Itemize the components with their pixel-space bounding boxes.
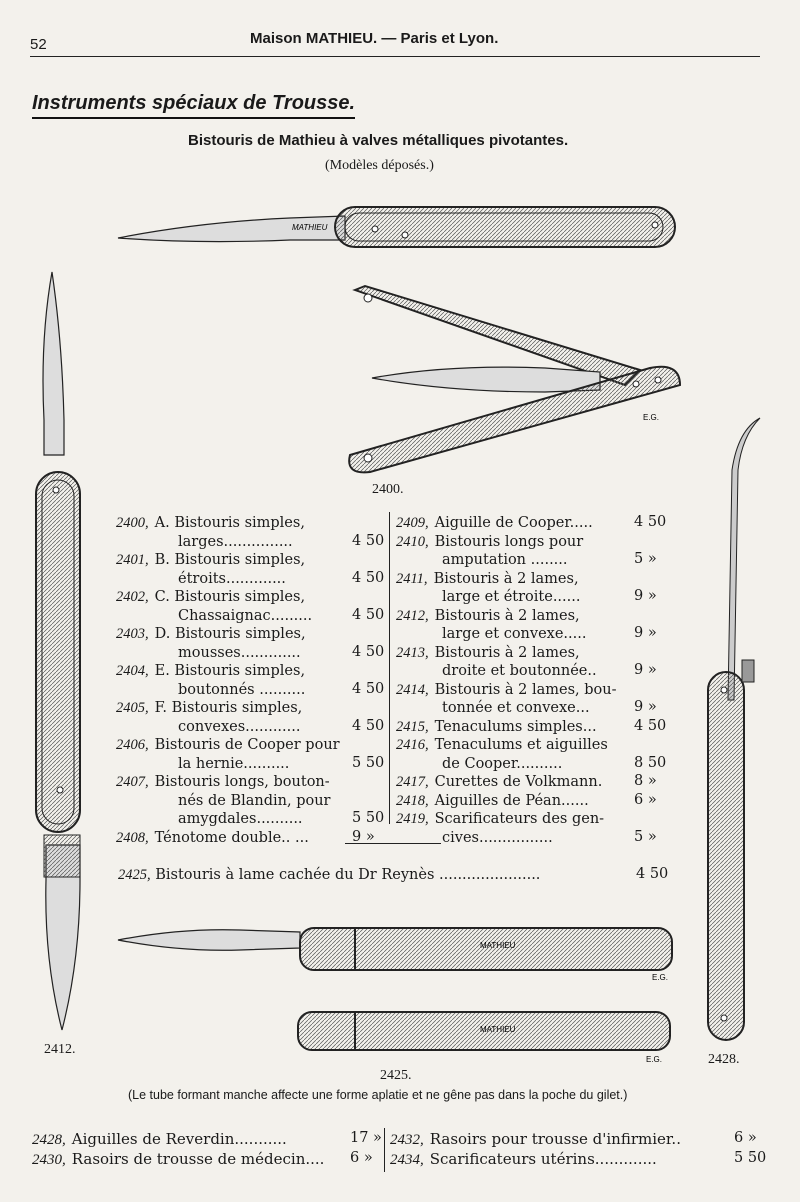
item-number: 2418, [396, 792, 429, 809]
item-text: Bistouris à 2 lames, [433, 570, 579, 587]
item-price: 5 50 [352, 810, 385, 826]
list-line [396, 644, 580, 663]
bottom-column-divider [384, 1128, 385, 1172]
item-text: Tenaculums et aiguilles [434, 737, 608, 753]
list-line [116, 551, 305, 570]
reynes-item [118, 866, 540, 885]
item-price: 4 50 [352, 717, 385, 734]
item-number: 2407, [116, 774, 149, 790]
item-text: tonnée et convexe... [442, 700, 590, 716]
item-text: cives................ [442, 829, 553, 846]
engraver-mark-3: E.G. [646, 1055, 663, 1064]
item-number: 2434, [390, 1152, 424, 1168]
item-text: Tenaculums simples... [434, 718, 597, 735]
item-text: Curettes de Volkmann. [434, 774, 603, 790]
item-price: 9 » [634, 625, 657, 641]
item-text: Rasoirs de trousse de médecin.... [71, 1150, 325, 1168]
item-price: 17 » [350, 1130, 382, 1146]
item-price: 5 » [634, 551, 657, 567]
item-number: 2416, [396, 737, 429, 753]
section-subtitle: Bistouris de Mathieu à valves métalliques pivotantes. [188, 132, 569, 149]
list-line [442, 662, 597, 681]
item-price: 4 50 [634, 717, 667, 734]
item-number: 2401, [116, 552, 149, 568]
brand-mark-low: MATHIEU [480, 1025, 516, 1034]
item-number: 2428, [32, 1132, 66, 1148]
item-price: 5 50 [352, 754, 385, 771]
item-price: 4 50 [634, 514, 667, 530]
list-line [442, 699, 590, 718]
list-line [396, 514, 593, 533]
item-text: convexes............ [178, 718, 301, 735]
running-header: Maison MATHIEU. — Paris et Lyon. [250, 30, 499, 47]
item-number: 2406, [116, 737, 149, 753]
item-number: 2402, [116, 589, 149, 605]
list-line [396, 681, 616, 700]
list-line [178, 810, 303, 829]
caption-2425: 2425. [380, 1068, 412, 1083]
list-line [116, 699, 302, 718]
list-line [178, 718, 300, 737]
list-line [442, 625, 586, 644]
item-number: 2425, [118, 867, 151, 883]
list-line [396, 810, 604, 829]
footnote: (Le tube formant manche affecte une forme aplatie et ne gêne pas dans la poche du gilet.) [128, 1088, 628, 1102]
item-price: 9 » [634, 588, 657, 604]
item-number: 2403, [116, 626, 149, 642]
item-text: de Cooper.......... [442, 755, 563, 772]
scalpel-2400-open-illustration [349, 286, 680, 472]
item-text: mousses............. [178, 644, 301, 661]
caption-2400: 2400. [372, 482, 404, 497]
item-text: Bistouris à 2 lames, bou- [434, 681, 617, 698]
list-line [178, 681, 305, 700]
item-number: 2409, [396, 515, 429, 531]
list-line [116, 514, 305, 533]
list-line [442, 755, 562, 774]
item-text: Bistouris longs, bouton- [154, 774, 330, 790]
engraver-mark-1: E.G. [643, 413, 660, 422]
item-text: étroits............. [178, 570, 286, 587]
aiguille-2428-illustration [708, 418, 760, 1040]
item-text: nés de Blandin, pour [178, 792, 331, 809]
item-price: 4 50 [352, 680, 385, 697]
item-number: 2419, [396, 811, 429, 827]
item-number: 2414, [396, 681, 429, 698]
item-text: C. Bistouris simples, [154, 589, 306, 605]
item-text: B. Bistouris simples, [154, 552, 306, 568]
item-text: A. Bistouris simples, [154, 515, 305, 531]
list-line [396, 718, 597, 737]
engraver-mark-2: E.G. [652, 973, 669, 982]
list-line [116, 736, 340, 755]
item-price: 9 » [634, 662, 657, 678]
item-text: E. Bistouris simples, [154, 663, 306, 679]
item-text: Bistouris à lame cachée du Dr Reynès ...................... [155, 867, 541, 883]
brand-mark-top: MATHIEU [292, 223, 328, 232]
item-text: amygdales.......... [178, 811, 303, 827]
item-price: 9 » [634, 699, 657, 715]
brand-mark-mid: MATHIEU [480, 941, 516, 950]
item-text: Bistouris de Cooper pour [154, 737, 340, 753]
list-line [396, 792, 589, 811]
separator-rule [345, 843, 441, 844]
item-text: droite et boutonnée.. [442, 663, 597, 679]
bottom-list-item [32, 1130, 287, 1149]
bottom-list-item [32, 1150, 324, 1169]
item-price: 8 50 [634, 754, 667, 771]
item-price: 4 50 [352, 569, 385, 586]
list-line [178, 644, 301, 663]
item-text: D. Bistouris simples, [154, 626, 306, 642]
item-text: amputation ........ [442, 552, 568, 568]
item-text: Bistouris à 2 lames, [434, 644, 580, 661]
item-text: Aiguilles de Péan...... [434, 792, 589, 809]
item-number: 2400, [116, 515, 149, 531]
list-line [178, 792, 330, 811]
item-number: 2430, [32, 1152, 66, 1168]
list-line [396, 773, 602, 792]
item-text: Rasoirs pour trousse d'infirmier.. [429, 1130, 681, 1148]
item-price: 4 50 [352, 606, 385, 623]
list-line [396, 570, 579, 589]
item-text: large et convexe..... [442, 626, 587, 642]
item-number: 2417, [396, 774, 429, 790]
item-price: 5 » [634, 828, 657, 845]
list-line [396, 533, 583, 552]
item-text: Aiguille de Cooper..... [434, 515, 593, 531]
item-price: 4 50 [352, 532, 385, 549]
reynes-price: 4 50 [636, 866, 669, 882]
caption-2412: 2412. [44, 1042, 76, 1057]
scalpel-2400-closed-illustration [118, 207, 675, 247]
list-line [178, 755, 289, 774]
section-title: Instruments spéciaux de Trousse. [32, 92, 355, 119]
item-text: large et étroite...... [442, 589, 581, 605]
item-number: 2411, [396, 570, 428, 587]
bistouri-2425-closed-illustration [298, 1012, 670, 1064]
item-text: Bistouris longs pour [434, 533, 584, 550]
item-text: Scarificateurs utérins............. [429, 1150, 657, 1168]
list-line [442, 829, 553, 848]
list-line [116, 829, 309, 848]
caption-2428: 2428. [708, 1052, 740, 1067]
item-price: 9 » [352, 828, 375, 845]
item-number: 2432, [390, 1132, 424, 1148]
item-text: larges............... [178, 533, 293, 550]
list-line [178, 570, 286, 589]
item-number: 2408, [116, 829, 149, 846]
item-text: Ténotome double.. ... [154, 829, 309, 846]
item-text: la hernie.......... [178, 755, 290, 772]
list-line [396, 607, 580, 626]
bottom-list-item [390, 1130, 681, 1149]
list-line [442, 588, 580, 607]
list-line [116, 625, 306, 644]
list-line [442, 551, 568, 570]
item-number: 2405, [116, 700, 149, 716]
item-text: Scarificateurs des gen- [434, 811, 605, 827]
item-number: 2415, [396, 718, 429, 735]
item-text: F. Bistouris simples, [154, 700, 303, 716]
column-divider [389, 512, 390, 824]
item-price: 4 50 [352, 643, 385, 660]
item-number: 2413, [396, 644, 429, 661]
item-price: 5 50 [734, 1150, 767, 1166]
item-number: 2412, [396, 607, 429, 624]
item-price: 6 » [634, 791, 657, 808]
list-line [116, 773, 330, 792]
item-number: 2404, [116, 663, 149, 679]
item-text: Bistouris à 2 lames, [434, 607, 580, 624]
list-line [178, 607, 312, 626]
list-line [116, 662, 305, 681]
item-price: 6 » [350, 1150, 373, 1166]
item-text: Chassaignac......... [178, 607, 313, 624]
item-text: boutonnés .......... [178, 681, 306, 698]
bistouri-2425-open-illustration [118, 928, 672, 982]
section-note: (Modèles déposés.) [325, 158, 434, 173]
bistouri-2412-illustration [36, 272, 80, 1030]
list-line [116, 588, 305, 607]
list-line [396, 736, 608, 755]
item-number: 2410, [396, 533, 429, 550]
item-price: 6 » [734, 1130, 757, 1146]
page-number: 52 [30, 36, 47, 53]
bottom-list-item [390, 1150, 657, 1169]
item-price: 8 » [634, 773, 657, 789]
item-text: Aiguilles de Reverdin........... [71, 1130, 287, 1148]
list-line [178, 533, 293, 552]
